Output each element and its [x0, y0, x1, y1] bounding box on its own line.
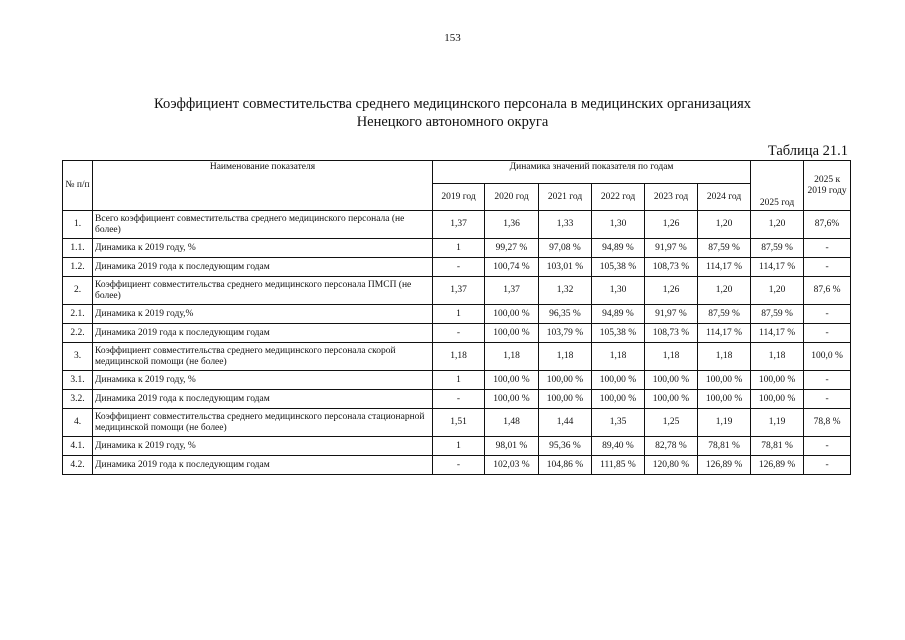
row-value-cell: 100,00 %: [698, 371, 751, 390]
header-year-2025: 2025 год: [751, 161, 804, 211]
row-indicator-name: Динамика к 2019 году, %: [93, 371, 433, 390]
table-row: [63, 437, 851, 456]
header-year: 2023 год: [645, 184, 698, 211]
row-value-cell: 103,79 %: [539, 324, 592, 343]
row-value-cell: 1,18: [751, 343, 804, 371]
table-caption: Таблица 21.1: [767, 143, 848, 159]
row-value-cell: 100,74 %: [485, 258, 539, 277]
row-number: 1.2.: [63, 258, 93, 277]
page-number: 153: [444, 32, 461, 44]
row-value-cell: 1,20: [751, 211, 804, 239]
row-value-cell: 1,37: [433, 211, 485, 239]
row-value-cell: 98,01 %: [485, 437, 539, 456]
table-row: [63, 211, 851, 239]
row-value-cell: 78,81 %: [698, 437, 751, 456]
row-ratio-cell: -: [804, 258, 851, 277]
row-value-cell: 1,30: [592, 277, 645, 305]
row-value-cell: 100,00 %: [592, 371, 645, 390]
row-value-cell: 100,00 %: [539, 371, 592, 390]
row-value-cell: 1,20: [698, 277, 751, 305]
row-ratio-cell: 100,0 %: [804, 343, 851, 371]
header-year: 2022 год: [592, 184, 645, 211]
row-number: 1.1.: [63, 239, 93, 258]
row-indicator-name: Всего коэффициент совместительства среднего медицинского персонала (не более): [93, 211, 433, 239]
row-value-cell: 105,38 %: [592, 324, 645, 343]
row-value-cell: 89,40 %: [592, 437, 645, 456]
row-value-cell: 91,97 %: [645, 239, 698, 258]
table-row: [63, 390, 851, 409]
row-value-cell: 126,89 %: [698, 456, 751, 475]
row-value-cell: 114,17 %: [698, 324, 751, 343]
row-value-cell: 1,33: [539, 211, 592, 239]
row-value-cell: 1,18: [485, 343, 539, 371]
row-value-cell: 103,01 %: [539, 258, 592, 277]
row-value-cell: 114,17 %: [751, 324, 804, 343]
row-value-cell: 1,30: [592, 211, 645, 239]
row-value-cell: 1,32: [539, 277, 592, 305]
row-value-cell: 82,78 %: [645, 437, 698, 456]
row-value-cell: 99,27 %: [485, 239, 539, 258]
row-value-cell: 100,00 %: [751, 371, 804, 390]
row-number: 3.2.: [63, 390, 93, 409]
row-value-cell: 1,18: [433, 343, 485, 371]
row-value-cell: 87,59 %: [698, 305, 751, 324]
header-name: Наименование показателя: [93, 161, 433, 211]
header-dynamics: Динамика значений показателя по годам: [433, 161, 751, 184]
row-value-cell: 1,25: [645, 409, 698, 437]
row-value-cell: 1,35: [592, 409, 645, 437]
row-value-cell: 100,00 %: [645, 390, 698, 409]
row-value-cell: 1,18: [645, 343, 698, 371]
row-ratio-cell: -: [804, 239, 851, 258]
indicator-table: [62, 160, 851, 475]
row-ratio-cell: -: [804, 437, 851, 456]
table-row: [63, 343, 851, 371]
row-value-cell: 1,36: [485, 211, 539, 239]
row-indicator-name: Коэффициент совместительства среднего медицинского персонала скорой медицинской помощи (не более): [93, 343, 433, 371]
row-value-cell: 105,38 %: [592, 258, 645, 277]
row-value-cell: 94,89 %: [592, 305, 645, 324]
row-value-cell: 100,00 %: [645, 371, 698, 390]
header-ratio: 2025 к 2019 году: [804, 161, 851, 211]
row-number: 3.: [63, 343, 93, 371]
row-value-cell: 102,03 %: [485, 456, 539, 475]
row-indicator-name: Динамика к 2019 году, %: [93, 437, 433, 456]
header-year: 2021 год: [539, 184, 592, 211]
row-value-cell: 1,26: [645, 277, 698, 305]
row-indicator-name: Динамика 2019 года к последующим годам: [93, 456, 433, 475]
row-number: 3.1.: [63, 371, 93, 390]
table-row: [63, 409, 851, 437]
row-value-cell: -: [433, 258, 485, 277]
row-value-cell: 120,80 %: [645, 456, 698, 475]
row-indicator-name: Динамика к 2019 году, %: [93, 239, 433, 258]
row-value-cell: 1,18: [698, 343, 751, 371]
row-value-cell: -: [433, 456, 485, 475]
row-value-cell: 100,00 %: [485, 324, 539, 343]
row-indicator-name: Динамика 2019 года к последующим годам: [93, 324, 433, 343]
header-year: 2024 год: [698, 184, 751, 211]
row-indicator-name: Динамика к 2019 году,%: [93, 305, 433, 324]
header-year: 2019 год: [433, 184, 485, 211]
row-value-cell: 114,17 %: [698, 258, 751, 277]
table-row: [63, 305, 851, 324]
table-body: [63, 211, 851, 475]
row-value-cell: 1,37: [433, 277, 485, 305]
row-number: 4.: [63, 409, 93, 437]
table-row: [63, 324, 851, 343]
row-value-cell: -: [433, 324, 485, 343]
table-row: [63, 239, 851, 258]
table-row: [63, 456, 851, 475]
row-value-cell: 100,00 %: [751, 390, 804, 409]
row-value-cell: 104,86 %: [539, 456, 592, 475]
row-value-cell: 108,73 %: [645, 324, 698, 343]
header-year: 2020 год: [485, 184, 539, 211]
row-value-cell: 1,51: [433, 409, 485, 437]
header-num: № п/п: [63, 161, 93, 211]
row-value-cell: 100,00 %: [539, 390, 592, 409]
row-value-cell: 1,19: [698, 409, 751, 437]
title-line-2: Ненецкого автономного округа: [356, 114, 549, 130]
row-ratio-cell: -: [804, 456, 851, 475]
row-value-cell: 1: [433, 437, 485, 456]
row-value-cell: 87,59 %: [698, 239, 751, 258]
row-value-cell: 78,81 %: [751, 437, 804, 456]
row-ratio-cell: 78,8 %: [804, 409, 851, 437]
row-value-cell: 1,20: [751, 277, 804, 305]
row-value-cell: 100,00 %: [592, 390, 645, 409]
row-ratio-cell: -: [804, 371, 851, 390]
row-value-cell: 94,89 %: [592, 239, 645, 258]
row-value-cell: 1: [433, 239, 485, 258]
row-indicator-name: Коэффициент совместительства среднего медицинского персонала стационарной медицинской помощи (не более): [93, 409, 433, 437]
row-value-cell: 1,44: [539, 409, 592, 437]
row-value-cell: 96,35 %: [539, 305, 592, 324]
row-indicator-name: Динамика 2019 года к последующим годам: [93, 258, 433, 277]
row-number: 2.1.: [63, 305, 93, 324]
row-ratio-cell: -: [804, 390, 851, 409]
row-value-cell: 91,97 %: [645, 305, 698, 324]
row-value-cell: 1,26: [645, 211, 698, 239]
row-number: 4.1.: [63, 437, 93, 456]
row-value-cell: 1,19: [751, 409, 804, 437]
row-value-cell: 97,08 %: [539, 239, 592, 258]
row-number: 4.2.: [63, 456, 93, 475]
row-value-cell: 108,73 %: [645, 258, 698, 277]
row-value-cell: 1,48: [485, 409, 539, 437]
row-value-cell: 100,00 %: [485, 305, 539, 324]
row-value-cell: 111,85 %: [592, 456, 645, 475]
table-row: [63, 371, 851, 390]
table-header-row: [63, 161, 851, 184]
row-value-cell: -: [433, 390, 485, 409]
row-number: 2.: [63, 277, 93, 305]
row-ratio-cell: -: [804, 305, 851, 324]
row-value-cell: 100,00 %: [698, 390, 751, 409]
row-number: 2.2.: [63, 324, 93, 343]
row-value-cell: 100,00 %: [485, 371, 539, 390]
row-indicator-name: Динамика 2019 года к последующим годам: [93, 390, 433, 409]
title-line-1: Коэффициент совместительства среднего медицинского персонала в медицинских организациях: [154, 96, 751, 112]
row-number: 1.: [63, 211, 93, 239]
row-value-cell: 87,59 %: [751, 305, 804, 324]
row-value-cell: 1,37: [485, 277, 539, 305]
row-value-cell: 114,17 %: [751, 258, 804, 277]
row-value-cell: 100,00 %: [485, 390, 539, 409]
row-indicator-name: Коэффициент совместительства среднего медицинского персонала ПМСП (не более): [93, 277, 433, 305]
row-value-cell: 87,59 %: [751, 239, 804, 258]
row-ratio-cell: 87,6 %: [804, 277, 851, 305]
row-value-cell: 126,89 %: [751, 456, 804, 475]
row-value-cell: 1: [433, 305, 485, 324]
row-ratio-cell: 87,6%: [804, 211, 851, 239]
row-value-cell: 95,36 %: [539, 437, 592, 456]
row-value-cell: 1,18: [592, 343, 645, 371]
row-value-cell: 1,18: [539, 343, 592, 371]
document-title: [60, 95, 845, 131]
row-value-cell: 1: [433, 371, 485, 390]
table-row: [63, 258, 851, 277]
row-value-cell: 1,20: [698, 211, 751, 239]
row-ratio-cell: -: [804, 324, 851, 343]
table-row: [63, 277, 851, 305]
